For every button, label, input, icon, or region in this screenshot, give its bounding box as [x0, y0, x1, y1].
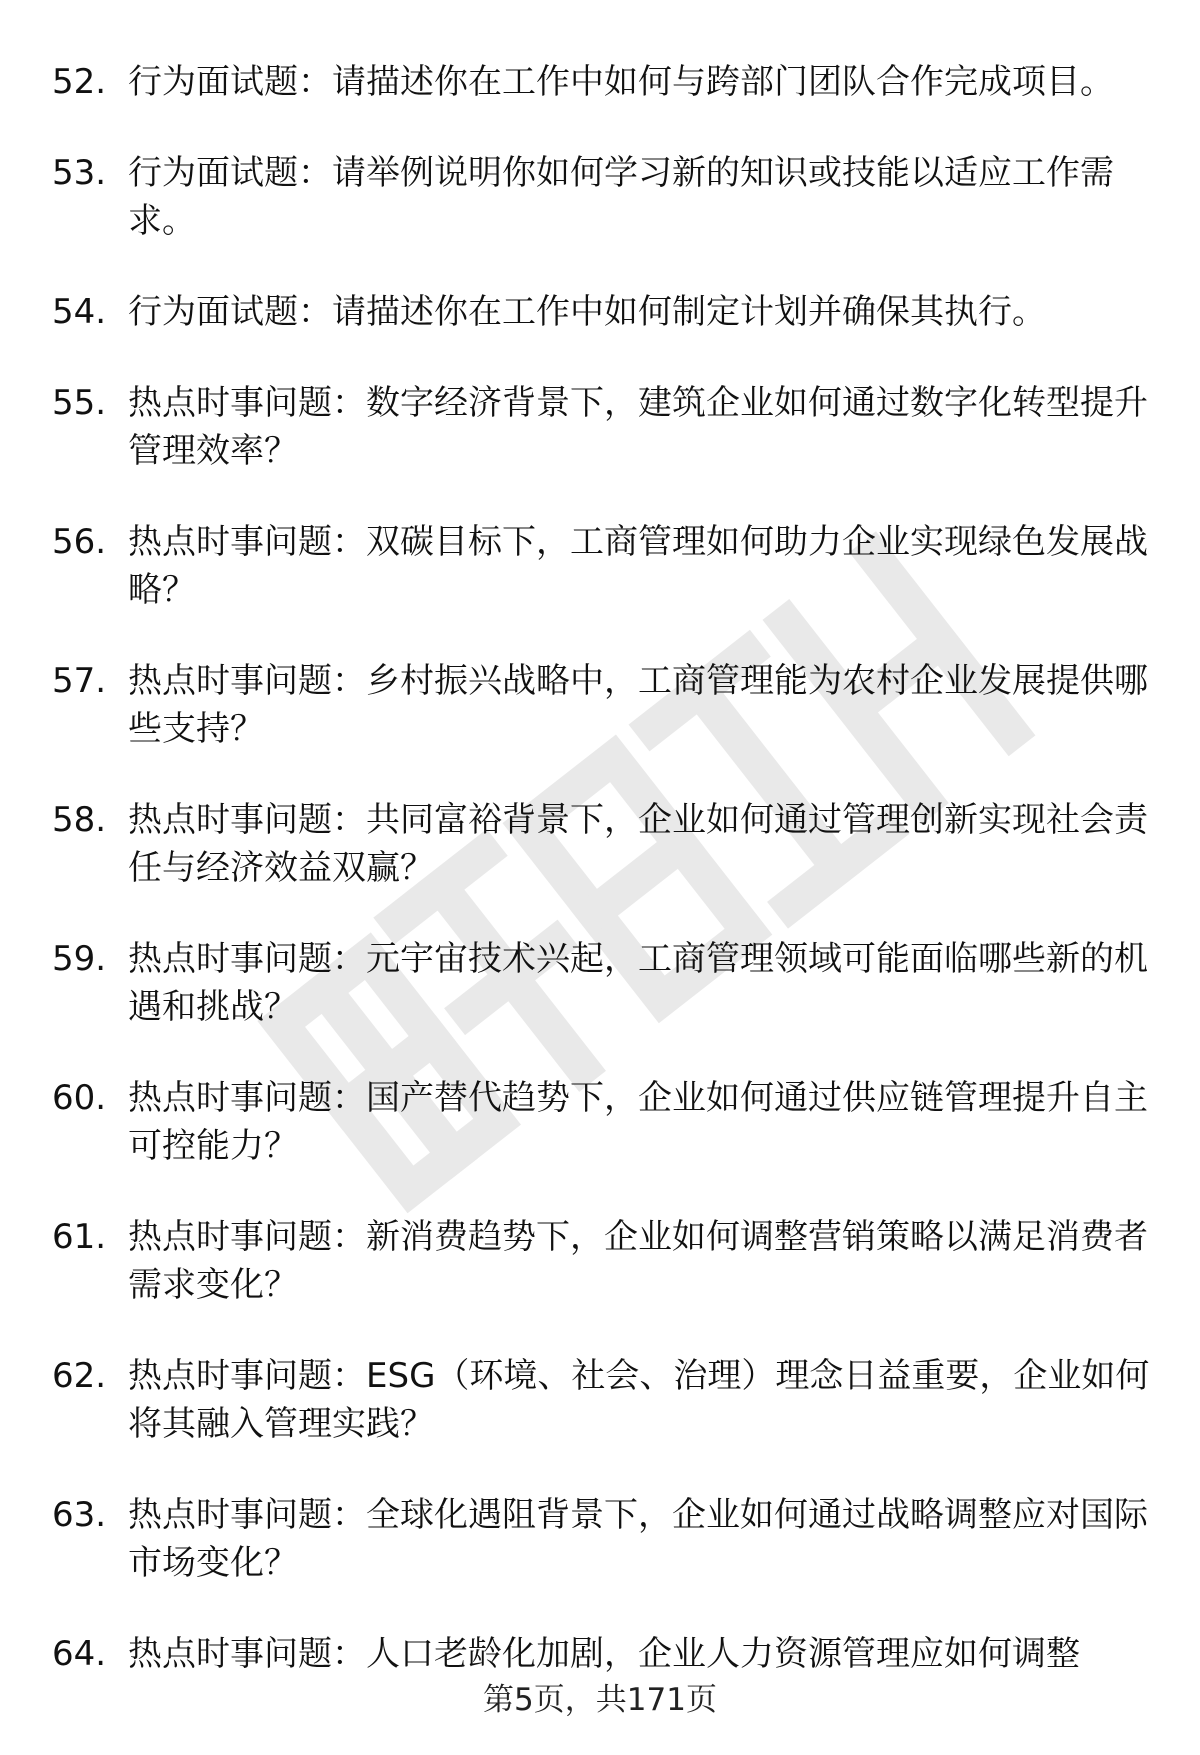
- question-item: [52, 518, 1152, 614]
- question-text: 热点时事问题：双碳目标下，工商管理如何助力企业实现绿色发展战略？: [128, 522, 1148, 610]
- question-item: [52, 796, 1152, 892]
- question-number: 61.: [52, 1217, 107, 1257]
- question-number: 54.: [52, 292, 107, 332]
- question-number: 63.: [52, 1495, 107, 1535]
- question-item: [52, 1352, 1152, 1448]
- question-number: 53.: [52, 153, 107, 193]
- question-text: 热点时事问题：全球化遇阻背景下，企业如何通过战略调整应对国际市场变化？: [128, 1495, 1148, 1583]
- question-number: 62.: [52, 1356, 107, 1396]
- question-text: 热点时事问题：乡村振兴战略中，工商管理能为农村企业发展提供哪些支持？: [128, 661, 1148, 749]
- question-item: [52, 1630, 1152, 1678]
- question-item: [52, 288, 1152, 336]
- question-text: 热点时事问题：人口老龄化加剧，企业人力资源管理应如何调整: [128, 1634, 1080, 1674]
- question-item: [52, 1491, 1152, 1587]
- question-text: 热点时事问题：元宇宙技术兴起，工商管理领域可能面临哪些新的机遇和挑战？: [128, 939, 1148, 1027]
- question-number: 55.: [52, 383, 107, 423]
- question-item: [52, 1213, 1152, 1309]
- question-number: 52.: [52, 62, 107, 102]
- question-item: [52, 379, 1152, 475]
- question-text: 行为面试题：请举例说明你如何学习新的知识或技能以适应工作需求。: [128, 153, 1114, 241]
- question-text: 热点时事问题：国产替代趋势下，企业如何通过供应链管理提升自主可控能力？: [128, 1078, 1148, 1166]
- question-text: 热点时事问题：新消费趋势下，企业如何调整营销策略以满足消费者需求变化？: [128, 1217, 1148, 1305]
- question-number: 60.: [52, 1078, 107, 1118]
- question-number: 56.: [52, 522, 107, 562]
- question-text: 行为面试题：请描述你在工作中如何制定计划并确保其执行。: [128, 292, 1046, 332]
- question-number: 59.: [52, 939, 107, 979]
- question-number: 57.: [52, 661, 107, 701]
- question-item: [52, 58, 1152, 106]
- question-text: 热点时事问题：共同富裕背景下，企业如何通过管理创新实现社会责任与经济效益双赢？: [128, 800, 1148, 888]
- question-text: 行为面试题：请描述你在工作中如何与跨部门团队合作完成项目。: [128, 62, 1114, 102]
- question-text: 热点时事问题：ESG（环境、社会、治理）理念日益重要，企业如何将其融入管理实践？: [128, 1356, 1150, 1444]
- question-item: [52, 1074, 1152, 1170]
- question-number: 64.: [52, 1634, 107, 1674]
- question-item: [52, 657, 1152, 753]
- question-text: 热点时事问题：数字经济背景下，建筑企业如何通过数字化转型提升管理效率？: [128, 383, 1148, 471]
- question-item: [52, 935, 1152, 1031]
- question-item: [52, 149, 1152, 245]
- question-number: 58.: [52, 800, 107, 840]
- question-list: [52, 58, 1152, 1721]
- page-footer: 第5页，共171页: [483, 1682, 717, 1718]
